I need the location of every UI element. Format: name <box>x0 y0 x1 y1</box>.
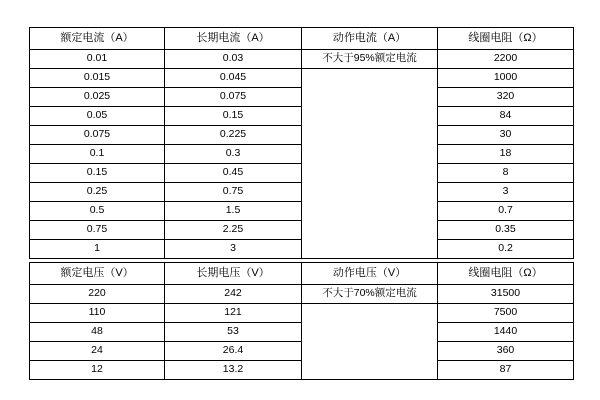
table-cell: 24 <box>30 342 165 361</box>
table-cell: 2.25 <box>165 221 302 240</box>
table-cell: 0.45 <box>165 164 302 183</box>
table-cell-empty <box>302 304 438 323</box>
table-cell: 0.25 <box>30 183 165 202</box>
table-cell: 220 <box>30 285 165 304</box>
table-cell-empty <box>302 361 438 380</box>
column-header: 长期电压（V） <box>165 263 302 285</box>
table-cell: 1 <box>30 240 165 259</box>
table-cell: 0.3 <box>165 145 302 164</box>
table-cell: 3 <box>165 240 302 259</box>
table-cell: 0.015 <box>30 69 165 88</box>
column-header: 线圈电阻（Ω） <box>438 263 574 285</box>
table-cell-empty <box>302 145 438 164</box>
table-row <box>30 304 574 323</box>
column-header: 额定电压（V） <box>30 263 165 285</box>
table-row <box>30 50 574 69</box>
table-cell: 360 <box>438 342 574 361</box>
table-cell: 110 <box>30 304 165 323</box>
table-row <box>30 202 574 221</box>
current-table <box>29 27 574 259</box>
table-cell: 0.075 <box>30 126 165 145</box>
table-cell: 0.5 <box>30 202 165 221</box>
operating-current-note: 不大于95%额定电流 <box>302 50 438 69</box>
voltage-table-container <box>29 262 573 380</box>
table-row <box>30 126 574 145</box>
table-row <box>30 88 574 107</box>
table-header-row <box>30 28 574 50</box>
table-cell: 0.05 <box>30 107 165 126</box>
table-header-row <box>30 263 574 285</box>
table-cell: 1000 <box>438 69 574 88</box>
table-row <box>30 361 574 380</box>
column-header: 动作电压（V） <box>302 263 438 285</box>
table-cell: 1.5 <box>165 202 302 221</box>
table-cell: 0.75 <box>165 183 302 202</box>
table-row <box>30 285 574 304</box>
voltage-table <box>29 262 574 380</box>
table-cell: 48 <box>30 323 165 342</box>
table-cell: 31500 <box>438 285 574 304</box>
table-cell: 0.03 <box>165 50 302 69</box>
table-cell: 0.75 <box>30 221 165 240</box>
current-table-container <box>29 27 573 259</box>
table-cell: 53 <box>165 323 302 342</box>
column-header: 线圈电阻（Ω） <box>438 28 574 50</box>
table-cell-empty <box>302 183 438 202</box>
table-cell: 242 <box>165 285 302 304</box>
table-row <box>30 107 574 126</box>
table-cell: 0.35 <box>438 221 574 240</box>
table-cell: 1440 <box>438 323 574 342</box>
table-cell: 12 <box>30 361 165 380</box>
table-cell: 0.1 <box>30 145 165 164</box>
table-cell-empty <box>302 126 438 145</box>
table-row <box>30 145 574 164</box>
table-cell: 0.7 <box>438 202 574 221</box>
table-cell: 0.045 <box>165 69 302 88</box>
table-cell: 0.025 <box>30 88 165 107</box>
table-row <box>30 221 574 240</box>
table-cell-empty <box>302 323 438 342</box>
operating-voltage-note: 不大于70%额定电流 <box>302 285 438 304</box>
table-row <box>30 240 574 259</box>
table-cell: 0.01 <box>30 50 165 69</box>
table-cell-empty <box>302 69 438 88</box>
table-cell-empty <box>302 221 438 240</box>
table-row <box>30 342 574 361</box>
table-cell-empty <box>302 240 438 259</box>
table-row <box>30 69 574 88</box>
table-cell: 0.225 <box>165 126 302 145</box>
table-cell: 0.15 <box>30 164 165 183</box>
table-cell: 3 <box>438 183 574 202</box>
table-cell: 26.4 <box>165 342 302 361</box>
table-cell-empty <box>302 202 438 221</box>
table-cell: 8 <box>438 164 574 183</box>
table-cell: 0.2 <box>438 240 574 259</box>
table-cell: 121 <box>165 304 302 323</box>
table-row <box>30 323 574 342</box>
table-cell: 7500 <box>438 304 574 323</box>
table-cell: 2200 <box>438 50 574 69</box>
table-cell: 0.075 <box>165 88 302 107</box>
table-row <box>30 183 574 202</box>
table-cell-empty <box>302 88 438 107</box>
column-header: 额定电流（A） <box>30 28 165 50</box>
column-header: 长期电流（A） <box>165 28 302 50</box>
table-cell: 87 <box>438 361 574 380</box>
table-cell: 320 <box>438 88 574 107</box>
table-cell: 30 <box>438 126 574 145</box>
column-header: 动作电流（A） <box>302 28 438 50</box>
table-cell: 0.15 <box>165 107 302 126</box>
table-cell: 84 <box>438 107 574 126</box>
table-cell-empty <box>302 342 438 361</box>
table-cell: 18 <box>438 145 574 164</box>
table-cell-empty <box>302 107 438 126</box>
table-cell-empty <box>302 164 438 183</box>
table-cell: 13.2 <box>165 361 302 380</box>
table-row <box>30 164 574 183</box>
